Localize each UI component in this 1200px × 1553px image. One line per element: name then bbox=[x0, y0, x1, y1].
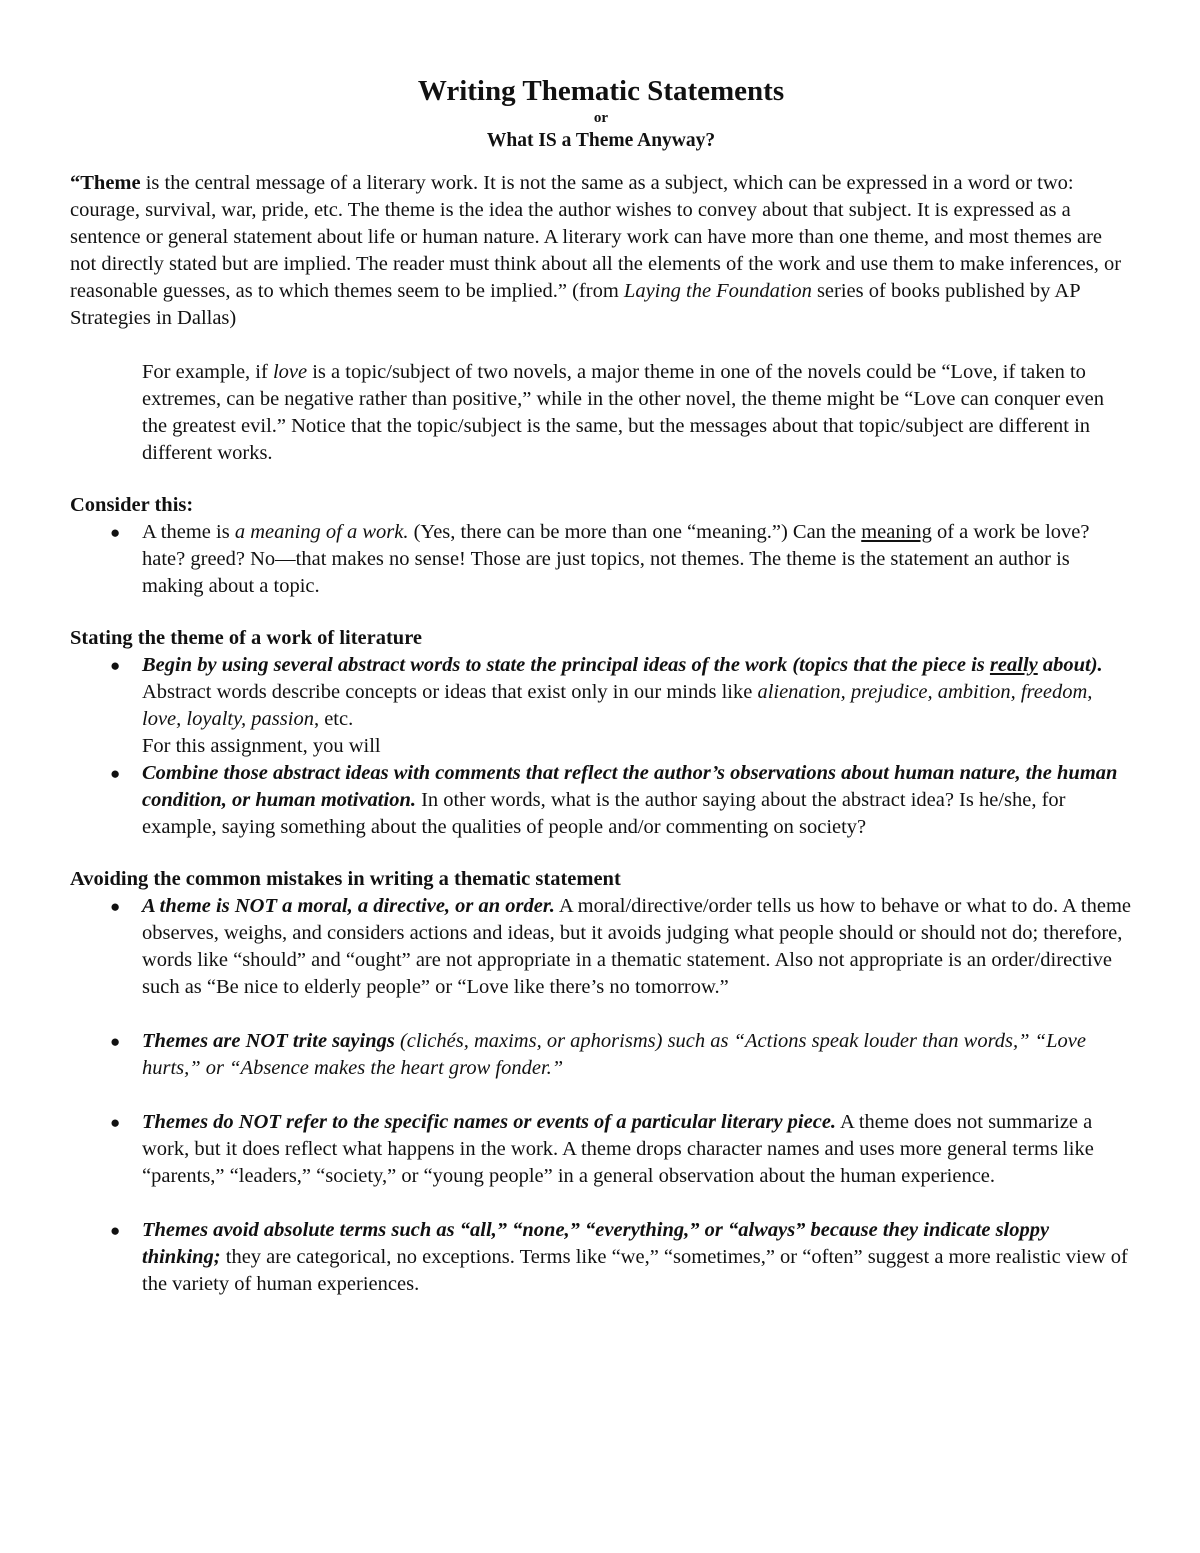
stating-heading: Stating the theme of a work of literature bbox=[70, 627, 423, 649]
stating-b1-really: really bbox=[989, 654, 1038, 676]
list-item bbox=[70, 760, 1132, 841]
intro-body: is the central message of a literary work. It is not the same as a subject, which can be expressed in a word or two: courage, survival, war, pride, etc. The theme is the idea the author wishes to convey about that subject. It is expressed as a sentence or general statement about life or human nature. A literary work can have more than one theme, and most themes are not directly stated but are implied. The reader must think about all the elements of the work and use them to make inferences, or reasonable guesses, as to which themes seem to be implied.” (from bbox=[70, 172, 1122, 302]
example-love: love bbox=[272, 361, 308, 383]
bullet-icon: ● bbox=[110, 1032, 121, 1051]
stating-b1-text: Abstract words describe concepts or ideas that exist only in our minds like bbox=[142, 681, 758, 703]
consider-text-b: (Yes, there can be more than one “meaning.”) Can the bbox=[408, 521, 862, 543]
consider-text-a: A theme is bbox=[142, 521, 235, 543]
bullet-icon: ● bbox=[110, 897, 121, 916]
mistakes-b3-bold: Themes do NOT refer to the specific names or events of a particular literary piece. bbox=[142, 1111, 837, 1133]
stating-b1-bold-1: Begin by using several abstract words to state the principal ideas of the work (topics that the piece is bbox=[142, 654, 990, 676]
stating-b1-italic: alienation, prejudice, ambition, freedom, love, loyalty, passion bbox=[142, 681, 1093, 730]
stating-list bbox=[70, 652, 1132, 841]
intro-source-rest: series of books published by AP Strategies in Dallas) bbox=[70, 280, 1080, 329]
mistakes-list bbox=[70, 893, 1132, 1298]
intro-source-title: Laying the Foundation bbox=[623, 280, 812, 302]
consider-text-c: of a work be love? hate? greed? No—that makes no sense! Those are just topics, not themes. The theme is the statement an author is making about a topic. bbox=[142, 521, 1090, 597]
list-item bbox=[70, 1028, 1132, 1082]
title-or: or bbox=[593, 110, 609, 126]
consider-italic: a meaning of a work. bbox=[234, 521, 409, 543]
list-item bbox=[70, 519, 1132, 600]
list-item bbox=[70, 893, 1132, 1001]
mistakes-b2-italic: (clichés, maxims, or aphorisms) such as “Actions speak louder than words,” “Love hurts,” or “Absence makes the heart grow fonder.” bbox=[142, 1030, 1086, 1079]
consider-underline: meaning bbox=[861, 521, 932, 543]
example-text-2: is a topic/subject of two novels, a major theme in one of the novels could be “Love, if taken to extremes, can be negative rather than positive,” while in the other novel, the theme might be “Love can conquer even the greatest evil.” Notice that the topic/subject is the same, but the messages about that topic/subject are different in different works. bbox=[142, 361, 1104, 464]
stating-b2-bold: Combine those abstract ideas with comments that reflect the author’s observations about human nature, the human condition, or human motivation. bbox=[142, 762, 1118, 811]
bullet-icon: ● bbox=[110, 1221, 121, 1240]
stating-b1-bold-2: about). bbox=[1037, 654, 1103, 676]
list-item bbox=[70, 652, 1132, 760]
page-title: Writing Thematic Statements bbox=[417, 75, 785, 107]
mistakes-b1-bold: A theme is NOT a moral, a directive, or an order. bbox=[142, 895, 555, 917]
consider-list bbox=[70, 519, 1132, 600]
page-subtitle: What IS a Theme Anyway? bbox=[486, 130, 716, 151]
consider-heading: Consider this: bbox=[70, 494, 194, 516]
bullet-icon: ● bbox=[110, 523, 121, 542]
example-paragraph bbox=[142, 359, 1132, 467]
intro-quote-open: “ bbox=[70, 172, 81, 194]
list-item bbox=[70, 1109, 1132, 1190]
stating-b1-etc: , etc. bbox=[313, 708, 354, 730]
bullet-icon: ● bbox=[110, 764, 121, 783]
mistakes-heading: Avoiding the common mistakes in writing a thematic statement bbox=[70, 868, 621, 890]
mistakes-b4-text: they are categorical, no exceptions. Terms like “we,” “sometimes,” or “often” suggest a more realistic view of the variety of human experiences. bbox=[142, 1246, 1128, 1295]
intro-paragraph bbox=[70, 170, 1132, 332]
mistakes-b3-text: A theme does not summarize a work, but it does reflect what happens in the work. A theme drops character names and uses more general terms like “parents,” “leaders,” “society,” or “young people” in a general observation about the human experience. bbox=[142, 1111, 1094, 1187]
mistakes-b1-text: A moral/directive/order tells us how to behave or what to do. A theme observes, weighs, and considers actions and ideas, but it avoids judging what people should or should not do; therefore, words like “should” and “ought” are not appropriate in a thematic statement. Also not appropriate is an order/directive such as “Be nice to elderly people” or “Love like there’s no tomorrow.” bbox=[142, 895, 1131, 998]
stating-assignment-line: For this assignment, you will bbox=[142, 735, 381, 757]
example-text-1: For example, if bbox=[142, 361, 273, 383]
list-item bbox=[70, 1217, 1132, 1298]
mistakes-b2-bold: Themes are NOT trite sayings bbox=[142, 1030, 395, 1052]
mistakes-b4-bold: Themes avoid absolute terms such as “all,” “none,” “everything,” or “always” because they indicate sloppy thinking; bbox=[142, 1219, 1050, 1268]
bullet-icon: ● bbox=[110, 1113, 121, 1132]
bullet-icon: ● bbox=[110, 656, 121, 675]
intro-theme-word: Theme bbox=[80, 172, 141, 194]
stating-b2-text: In other words, what is the author saying about the abstract idea? Is he/she, for example, saying something about the qualities of people and/or commenting on society? bbox=[142, 789, 1066, 838]
document-page bbox=[70, 74, 1132, 1323]
